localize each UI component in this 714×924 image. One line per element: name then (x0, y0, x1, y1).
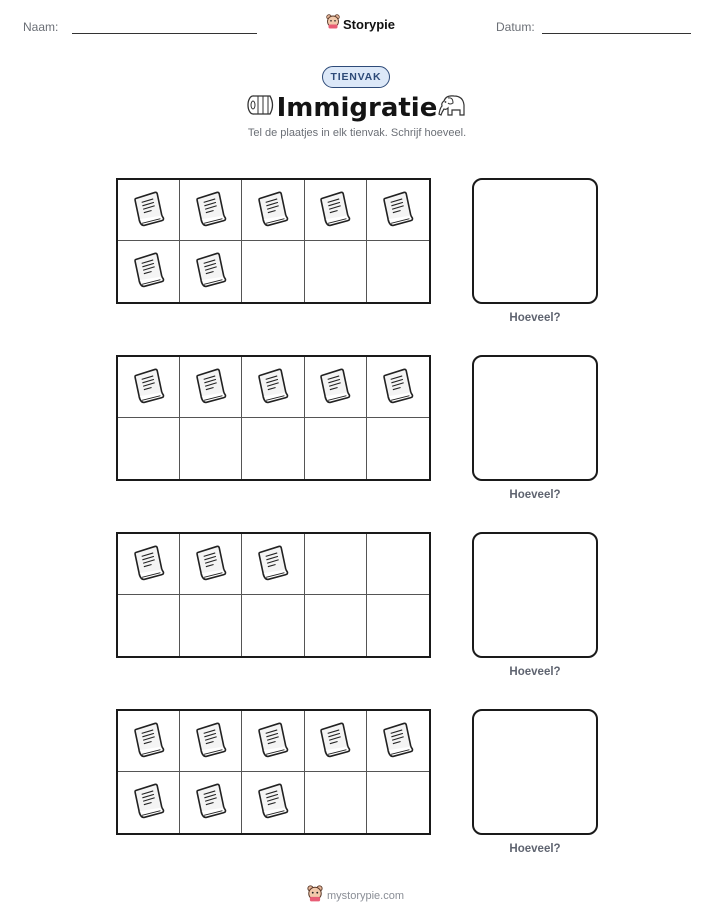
ten-frame (116, 709, 431, 835)
ten-frame-cell (180, 772, 242, 833)
ten-frame-cell (180, 711, 242, 772)
answer-box[interactable] (472, 178, 598, 304)
ten-frame-cell (367, 711, 429, 772)
ten-frame-cell (242, 711, 304, 772)
ten-frame (116, 178, 431, 304)
book-icon (315, 365, 355, 410)
book-icon (191, 780, 231, 825)
ten-frame-cell (180, 534, 242, 595)
ten-frame-cell (242, 534, 304, 595)
bear-mascot-icon (307, 885, 323, 907)
ten-frame-cell (118, 241, 180, 302)
ten-frame-cell (242, 241, 304, 302)
book-icon (191, 719, 231, 764)
ten-frame-cell (118, 534, 180, 595)
book-icon (378, 188, 418, 233)
ten-frame-cell (242, 772, 304, 833)
ten-frame-cell (242, 418, 304, 479)
book-icon (129, 719, 169, 764)
elephant-icon (436, 93, 468, 124)
book-icon (378, 719, 418, 764)
answer-box[interactable] (472, 532, 598, 658)
footer (307, 885, 404, 907)
book-icon (315, 188, 355, 233)
book-icon (129, 188, 169, 233)
answer-prompt: Hoeveel? (509, 489, 561, 501)
ten-frame-cell (180, 241, 242, 302)
ten-frame-cell (305, 180, 367, 241)
book-icon (129, 542, 169, 587)
book-icon (191, 542, 231, 587)
book-icon (129, 780, 169, 825)
ten-frame-cell (305, 772, 367, 833)
book-icon (129, 249, 169, 294)
brand-name: Storypie (343, 16, 396, 32)
ten-frame (116, 532, 431, 658)
answer-prompt: Hoeveel? (509, 666, 561, 678)
book-icon (129, 365, 169, 410)
ten-frame-cell (242, 595, 304, 656)
ten-frame-cell (305, 241, 367, 302)
book-icon (253, 780, 293, 825)
book-icon (315, 719, 355, 764)
ten-frame-cell (118, 595, 180, 656)
answer-box[interactable] (472, 709, 598, 835)
answer-prompt: Hoeveel? (509, 843, 561, 855)
ten-frame-cell (118, 711, 180, 772)
book-icon (253, 188, 293, 233)
brand-logo (326, 14, 395, 34)
ten-frame-cell (118, 772, 180, 833)
book-icon (191, 365, 231, 410)
ten-frame-cell (118, 418, 180, 479)
worksheet-type-badge: TIENVAK (322, 66, 390, 88)
ten-frame-cell (305, 711, 367, 772)
ten-frame-cell (180, 357, 242, 418)
ten-frame (116, 355, 431, 481)
ten-frame-cell (118, 180, 180, 241)
footer-url: mystorypie.com (327, 890, 405, 902)
instructions: Tel de plaatjes in elk tienvak. Schrijf hoeveel. (247, 127, 467, 139)
name-label: Naam: (23, 20, 59, 34)
bear-mascot-icon (326, 14, 340, 34)
book-icon (191, 188, 231, 233)
book-icon (253, 542, 293, 587)
book-icon (378, 365, 418, 410)
ten-frame-cell (180, 418, 242, 479)
ten-frame-cell (367, 418, 429, 479)
book-icon (253, 719, 293, 764)
book-icon (253, 365, 293, 410)
answer-box[interactable] (472, 355, 598, 481)
answer-prompt: Hoeveel? (509, 312, 561, 324)
ten-frame-cell (305, 357, 367, 418)
ten-frame-cell (305, 534, 367, 595)
ten-frame-cell (367, 534, 429, 595)
ten-frame-cell (367, 180, 429, 241)
page-title: Immigratie (276, 93, 438, 123)
ten-frame-cell (180, 180, 242, 241)
name-write-line[interactable] (72, 33, 257, 34)
ten-frame-cell (118, 357, 180, 418)
ten-frame-cell (242, 180, 304, 241)
ten-frame-cell (305, 418, 367, 479)
book-icon (191, 249, 231, 294)
ten-frame-cell (367, 772, 429, 833)
ten-frame-cell (367, 241, 429, 302)
ten-frame-cell (367, 357, 429, 418)
date-label: Datum: (496, 20, 535, 34)
ten-frame-cell (367, 595, 429, 656)
ten-frame-cell (242, 357, 304, 418)
ten-frame-cell (305, 595, 367, 656)
date-write-line[interactable] (542, 33, 691, 34)
ten-frame-cell (180, 595, 242, 656)
